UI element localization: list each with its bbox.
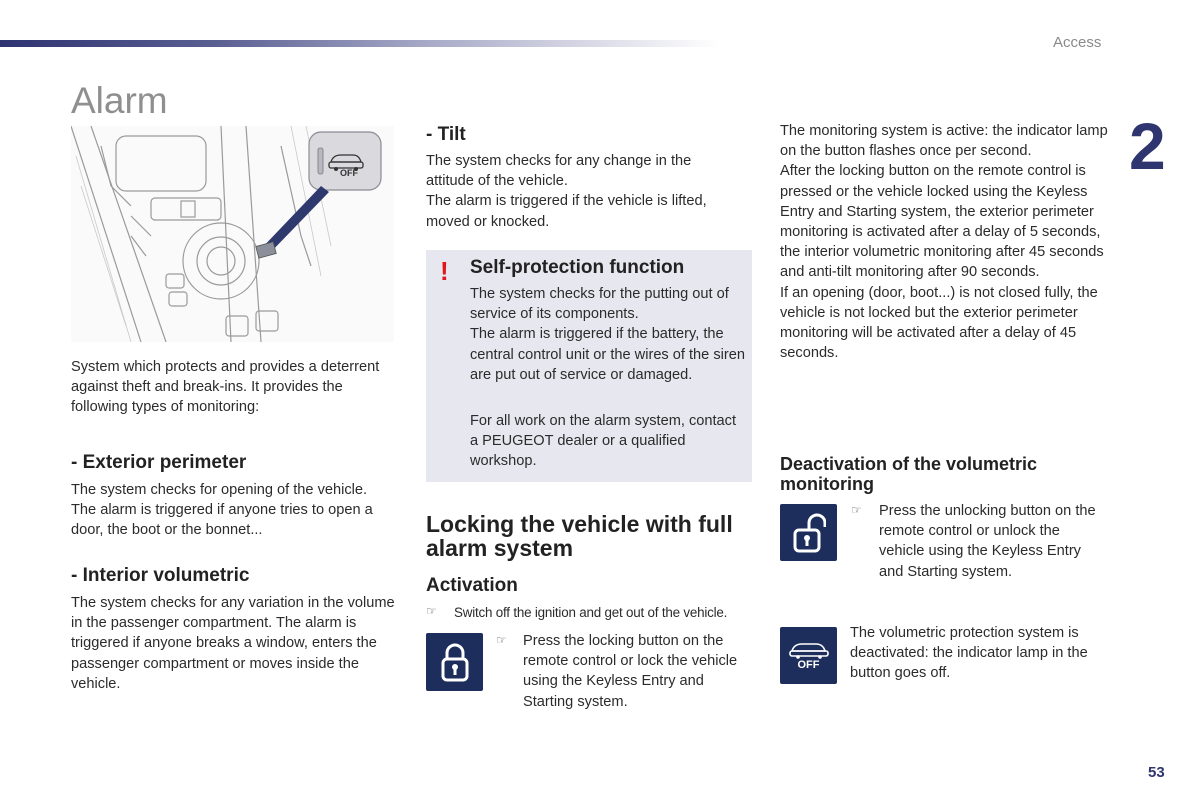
page-number: 53 [1148, 764, 1165, 781]
intro-text: System which protects and provides a deterrent against theft and break-ins. It provides the following types of monitoring: [71, 359, 380, 416]
monitoring-text-2: After the locking button on the remote control is pressed or the vehicle locked using the Keyless Entry and Starting system, the exterior perimeter monitoring is activated after a delay of 5 seconds, the interior volumetric monitoring after 45 seconds and anti-tilt monitoring after 90 seconds. [780, 163, 1104, 281]
self-protection-text-1: The system checks for the putting out of service of its components. [470, 286, 729, 323]
tilt-text-1: The system checks for any change in the attitude of the vehicle. [426, 153, 692, 190]
section-label: Access [1053, 34, 1102, 51]
tilt-text-2: The alarm is triggered if the vehicle is lifted, moved or knocked. [426, 193, 707, 230]
warning-icon: ! [440, 256, 449, 286]
bullet-icon: ☞ [496, 633, 507, 647]
monitoring-text-1: The monitoring system is active: the indicator lamp on the button flashes once per second. [780, 123, 1108, 160]
tilt-heading: - Tilt [426, 124, 466, 145]
off-label: OFF [797, 658, 820, 671]
activation-heading: Activation [426, 575, 518, 596]
interior-text: The system checks for any variation in the volume in the passenger compartment. The alarm is triggered if anyone breaks a window, enters the passenger compartment or moves inside the vehicle. [71, 595, 395, 692]
bullet-icon: ☞ [426, 604, 437, 618]
self-protection-text [470, 284, 748, 472]
self-protection-text-3: For all work on the alarm system, contact a PEUGEOT dealer or a qualified workshop. [470, 413, 737, 470]
activation-step-2: Press the locking button on the remote control or lock the vehicle using the Keyless Entry and Starting system. [523, 633, 738, 710]
deactivation-step-2: The volumetric protection system is deactivated: the indicator lamp in the button goes off. [850, 625, 1088, 682]
exterior-text: The system checks for opening of the vehicle. The alarm is triggered if anyone tries to open a door, the boot or the bonnet... [71, 482, 373, 539]
deactivation-heading: Deactivation of the volumetric monitoring [780, 454, 1038, 494]
locking-heading: Locking the vehicle with full alarm system [426, 511, 733, 561]
car-icon [788, 641, 830, 659]
interior-heading: - Interior volumetric [71, 565, 250, 586]
exterior-heading: - Exterior perimeter [71, 452, 247, 473]
lock-icon [426, 633, 483, 691]
chapter-number: 2 [1129, 109, 1166, 183]
monitoring-text [780, 121, 1110, 363]
self-protection-text-2: The alarm is triggered if the battery, the central control unit or the wires of the siren are put out of service or damaged. [470, 326, 745, 383]
bullet-icon: ☞ [851, 503, 862, 517]
self-protection-heading: Self-protection function [470, 257, 685, 278]
alarm-button-illustration [71, 126, 394, 342]
console-drawing [71, 126, 394, 342]
alarm-off-icon [780, 627, 837, 684]
header-gradient-bar [0, 40, 720, 47]
activation-step-1: Switch off the ignition and get out of the vehicle. [454, 605, 728, 620]
monitoring-text-3: If an opening (door, boot...) is not closed fully, the vehicle is not locked but the exterior perimeter monitoring will be activated after a delay of 45 seconds. [780, 284, 1098, 362]
deactivation-step-1: Press the unlocking button on the remote control or unlock the vehicle using the Keyless Entry and Starting system. [879, 503, 1096, 580]
page-title: Alarm [71, 80, 168, 121]
tilt-text [426, 151, 736, 232]
unlock-icon [780, 504, 837, 561]
illustration-button-label: OFF [340, 168, 358, 178]
